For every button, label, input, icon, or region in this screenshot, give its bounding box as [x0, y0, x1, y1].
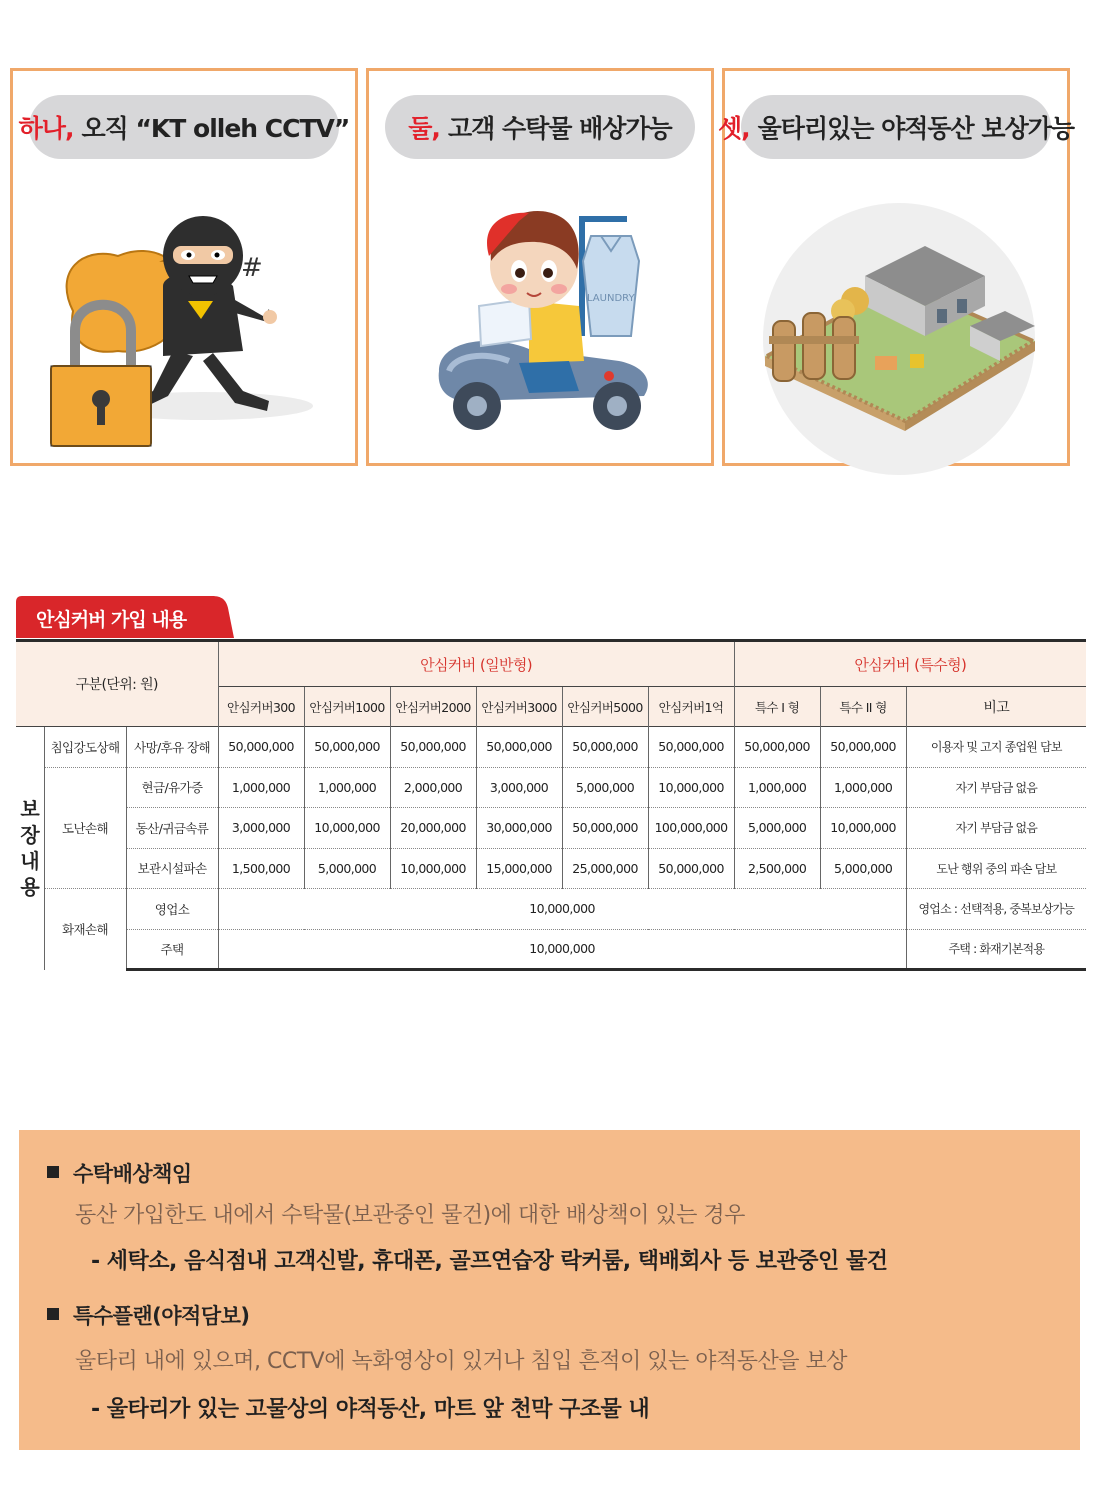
- square-bullet-icon: [47, 1166, 59, 1178]
- table-cell: 20,000,000: [390, 808, 476, 849]
- info-description: 동산 가입한도 내에서 수탁물(보관중인 물건)에 대한 배상책이 있는 경우: [75, 1203, 745, 1228]
- item-label: 보관시설파손: [126, 848, 218, 889]
- laundry-label: LAUNDRY: [587, 293, 635, 304]
- table-cell: 50,000,000: [562, 808, 648, 849]
- feature-text: 고객 수탁물 배상가능: [447, 114, 672, 143]
- table-cell: 5,000,000: [820, 848, 906, 889]
- table-cell: 1,000,000: [304, 767, 390, 808]
- table-cell: 2,500,000: [734, 848, 820, 889]
- item-label: 영업소: [126, 889, 218, 930]
- remark-cell: 자기 부담금 없음: [906, 767, 1086, 808]
- column-header: 특수 I 형: [734, 687, 820, 727]
- category-header: 구분(단위: 원): [16, 641, 218, 727]
- table-cell: 50,000,000: [476, 727, 562, 768]
- table-cell: 10,000,000: [390, 848, 476, 889]
- group-label: 화재손해: [44, 889, 126, 970]
- group-header-special: 안심커버 (특수형): [734, 641, 1086, 687]
- feature-pill: [18, 95, 350, 159]
- table-cell: 10,000,000: [820, 808, 906, 849]
- column-header: 안심커버5000: [562, 687, 648, 727]
- column-header: 특수 II 형: [820, 687, 906, 727]
- feature-card-cctv: [10, 68, 358, 466]
- info-heading: 수탁배상책임: [47, 1158, 192, 1188]
- remark-cell: 자기 부담금 없음: [906, 808, 1086, 849]
- table-cell: 50,000,000: [820, 727, 906, 768]
- feature-cards: [10, 68, 1074, 466]
- table-cell: 10,000,000: [648, 767, 734, 808]
- column-header: 안심커버2000: [390, 687, 476, 727]
- table-cell: 50,000,000: [390, 727, 476, 768]
- side-label: 보 장 내 용: [16, 727, 44, 970]
- table-row: [16, 848, 1086, 889]
- table-cell: 50,000,000: [734, 727, 820, 768]
- feature-card-consignment: [366, 68, 714, 466]
- table-cell: 5,000,000: [734, 808, 820, 849]
- item-label: 현금/유가증: [126, 767, 218, 808]
- feature-text: 오직 “KT olleh CCTV”: [81, 114, 350, 143]
- table-cell: 1,000,000: [820, 767, 906, 808]
- column-header: 안심커버3000: [476, 687, 562, 727]
- item-label: 동산/귀금속류: [126, 808, 218, 849]
- table-row: [16, 727, 1086, 768]
- table-cell: 1,500,000: [218, 848, 304, 889]
- feature-number: 둘,: [408, 114, 440, 143]
- info-heading: 특수플랜(야적담보): [47, 1300, 249, 1330]
- info-example: - 울타리가 있는 고물상의 야적동산, 마트 앞 천막 구조물 내: [91, 1397, 650, 1422]
- remark-cell: 도난 행위 중의 파손 담보: [906, 848, 1086, 889]
- table-cell: 50,000,000: [648, 848, 734, 889]
- feature-card-yard: [718, 68, 1075, 466]
- table-cell: 3,000,000: [476, 767, 562, 808]
- remark-cell: 영업소 : 선택적용, 중복보상가능: [906, 889, 1086, 930]
- column-header: 비고: [906, 687, 1086, 727]
- square-bullet-icon: [47, 1308, 59, 1320]
- group-label: 침입강도상해: [44, 727, 126, 768]
- table-cell: 25,000,000: [562, 848, 648, 889]
- table-row: [16, 808, 1086, 849]
- table-cell: 30,000,000: [476, 808, 562, 849]
- feature-number: 셋,: [718, 114, 750, 143]
- item-label: 사망/후유 장해: [126, 727, 218, 768]
- table-row: [16, 889, 1086, 930]
- table-cell: 2,000,000: [390, 767, 476, 808]
- table-cell: 10,000,000: [218, 929, 906, 970]
- table-cell: 50,000,000: [304, 727, 390, 768]
- info-description: 울타리 내에 있으며, CCTV에 녹화영상이 있거나 침입 흔적이 있는 야적동산을 보상: [75, 1349, 847, 1374]
- table-cell: 5,000,000: [562, 767, 648, 808]
- column-header: 안심커버300: [218, 687, 304, 727]
- section-tab: [16, 596, 234, 638]
- table-cell: 50,000,000: [648, 727, 734, 768]
- table-cell: 10,000,000: [218, 889, 906, 930]
- group-header-general: 안심커버 (일반형): [218, 641, 734, 687]
- column-header: 안심커버1억: [648, 687, 734, 727]
- table-cell: 1,000,000: [734, 767, 820, 808]
- info-box: [19, 1130, 1080, 1450]
- feature-text: 울타리있는 야적동산 보상가능: [757, 114, 1075, 143]
- feature-number: 하나,: [18, 114, 74, 143]
- table-cell: 15,000,000: [476, 848, 562, 889]
- remark-cell: 주택 : 화재기본적용: [906, 929, 1086, 970]
- table-row: [16, 929, 1086, 970]
- table-cell: 3,000,000: [218, 808, 304, 849]
- item-label: 주택: [126, 929, 218, 970]
- table-row: [16, 767, 1086, 808]
- section-title: 안심커버 가입 내용: [36, 609, 187, 631]
- table-cell: 50,000,000: [562, 727, 648, 768]
- remark-cell: 이용자 및 고지 종업원 담보: [906, 727, 1086, 768]
- group-label: 도난손해: [44, 767, 126, 889]
- table-cell: 5,000,000: [304, 848, 390, 889]
- info-example: - 세탁소, 음식점내 고객신발, 휴대폰, 골프연습장 락커룸, 택배회사 등 보관중인 물건: [91, 1249, 888, 1274]
- table-cell: 10,000,000: [304, 808, 390, 849]
- column-header: 안심커버1000: [304, 687, 390, 727]
- table-cell: 100,000,000: [648, 808, 734, 849]
- svg-text:#: #: [241, 253, 263, 283]
- coverage-table: [16, 639, 1086, 971]
- table-cell: 50,000,000: [218, 727, 304, 768]
- feature-pill: [718, 95, 1075, 159]
- table-cell: 1,000,000: [218, 767, 304, 808]
- feature-pill: [385, 95, 695, 159]
